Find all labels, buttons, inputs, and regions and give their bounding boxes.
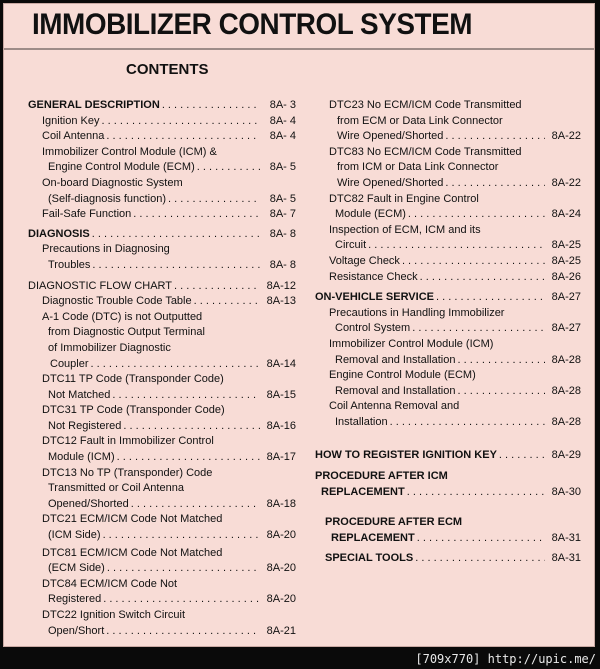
toc-entry (315, 270, 581, 286)
toc-entry (28, 176, 296, 207)
toc-entry (28, 129, 296, 145)
toc-page-number: 8A-17 (266, 451, 296, 464)
toc-entry-text: ON-VEHICLE SERVICE (315, 291, 434, 304)
toc-page-number: 8A-22 (551, 130, 581, 143)
toc-entry-text: Opened/Shorted (48, 497, 129, 510)
toc-entry (28, 227, 296, 243)
toc-entry-text: Inspection of ECM, ICM and its (329, 223, 481, 236)
dot-leader (168, 192, 260, 208)
toc-page-number: 8A-21 (266, 624, 296, 637)
toc-entry-text: Resistance Check (329, 270, 418, 283)
toc-right-column (315, 98, 581, 567)
toc-entry (28, 403, 296, 434)
dot-leader (92, 258, 260, 274)
toc-entry (28, 310, 296, 372)
toc-entry-text: Open/Short (48, 624, 105, 637)
toc-page-number: 8A-27 (551, 291, 581, 304)
toc-entry (315, 448, 581, 464)
toc-entry-text: Module (ECM) (335, 208, 406, 221)
dot-leader (174, 279, 260, 295)
toc-page-number: 8A- 7 (269, 208, 296, 221)
toc-page-number: 8A-31 (551, 531, 581, 544)
toc-entry-text: On-board Diagnostic System (42, 176, 183, 189)
toc-entry (28, 294, 296, 310)
toc-entry-text: SPECIAL TOOLS (325, 552, 414, 565)
toc-entry-text: Ignition Key (42, 114, 100, 127)
toc-page-number: 8A-20 (266, 562, 296, 575)
toc-entry-text: DTC31 TP Code (Transponder Code) (42, 404, 225, 417)
toc-entry-text: Installation (335, 415, 388, 428)
dot-leader (445, 129, 545, 145)
dot-leader (101, 114, 260, 130)
toc-entry (28, 466, 296, 513)
dot-leader (417, 531, 545, 547)
dot-leader (407, 485, 545, 501)
toc-page-number: 8A-30 (551, 485, 581, 498)
toc-entry (28, 372, 296, 403)
dot-leader (457, 384, 545, 400)
toc-page-number: 8A-25 (551, 254, 581, 267)
toc-entry-text: from Diagnostic Output Terminal (48, 326, 205, 339)
toc-entry-text: Coupler (50, 357, 89, 370)
toc-entry (28, 512, 296, 543)
toc-entry-text: DTC81 ECM/ICM Code Not Matched (42, 546, 223, 559)
toc-entry-text: Transmitted or Coil Antenna (48, 482, 184, 495)
toc-entry (315, 290, 581, 306)
toc-entry (315, 98, 581, 145)
toc-entry (28, 98, 296, 114)
toc-entry-text: Engine Control Module (ECM) (329, 369, 476, 382)
page-title: IMMOBILIZER CONTROL SYSTEM (32, 8, 472, 41)
dot-leader (133, 207, 260, 223)
toc-entry-text: DIAGNOSTIC FLOW CHART (28, 279, 173, 292)
toc-entry (315, 337, 581, 368)
toc-entry (28, 145, 296, 176)
toc-entry-text: DTC22 Ignition Switch Circuit (42, 609, 186, 621)
toc-page-number: 8A-20 (266, 529, 296, 542)
toc-entry-text: Not Registered (48, 419, 122, 432)
toc-entry (28, 608, 296, 639)
toc-entry-text: Registered (48, 593, 102, 606)
toc-entry-text: DTC84 ECM/ICM Code Not (42, 577, 178, 590)
toc-entry (28, 577, 296, 608)
toc-entry (28, 279, 296, 295)
toc-entry-text: Precautions in Handling Immobilizer (329, 306, 505, 319)
toc-entry-text: Immobilizer Control Module (ICM) (329, 337, 494, 350)
toc-entry-text: (ECM Side) (48, 562, 105, 575)
dot-leader (197, 160, 260, 176)
toc-entry-text: Circuit (335, 239, 367, 252)
toc-entry (315, 254, 581, 270)
toc-entry-text: DIAGNOSIS (28, 227, 90, 240)
toc-page-number: 8A-31 (551, 552, 581, 565)
toc-entry-text: DTC83 No ECM/ICM Code Transmitted (329, 145, 522, 158)
toc-page-number: 8A-16 (266, 419, 296, 432)
toc-entry-text: (Self-diagnosis function) (48, 192, 167, 205)
toc-page-number: 8A- 8 (269, 258, 296, 271)
toc-entry (315, 368, 581, 399)
toc-entry-text: Diagnostic Trouble Code Table (42, 295, 192, 308)
toc-entry-text: A-1 Code (DTC) is not Outputted (42, 310, 203, 323)
toc-entry (28, 207, 296, 223)
toc-entry-text: Removal and Installation (335, 353, 456, 366)
toc-page-number: 8A-26 (551, 270, 581, 283)
dot-leader (436, 290, 545, 306)
toc-page-number: 8A- 5 (269, 192, 296, 205)
dot-leader (402, 254, 545, 270)
toc-entry (315, 192, 581, 223)
dot-leader (415, 551, 545, 567)
toc-page-number: 8A-27 (551, 322, 581, 335)
toc-entry-text: Wire Opened/Shorted (337, 176, 444, 189)
toc-entry-text: DTC11 TP Code (Transponder Code) (42, 373, 224, 386)
dot-leader (123, 419, 260, 435)
dot-leader (457, 353, 545, 369)
toc-entry (315, 145, 581, 192)
toc-entry (315, 469, 581, 500)
toc-entry (315, 306, 581, 337)
toc-page-number: 8A- 3 (269, 99, 296, 111)
toc-page-number: 8A-15 (266, 388, 296, 401)
toc-entry-text: Control System (335, 322, 411, 335)
dot-leader (194, 294, 260, 310)
toc-entry-text: Wire Opened/Shorted (337, 130, 444, 143)
toc-entry-text: Voltage Check (329, 254, 400, 267)
contents-heading: CONTENTS (126, 61, 209, 78)
toc-page-number: 8A-18 (266, 497, 296, 510)
dot-leader (112, 388, 260, 404)
toc-page-number: 8A-28 (551, 415, 581, 428)
toc-entry-text: DTC13 No TP (Transponder) Code (42, 466, 213, 479)
toc-entry-text: Coil Antenna (42, 130, 105, 143)
dot-leader (106, 624, 260, 640)
toc-page-number: 8A-29 (551, 449, 581, 462)
toc-entry (315, 223, 581, 254)
dot-leader (368, 238, 545, 254)
toc-entry-text: Not Matched (48, 388, 111, 401)
toc-entry (28, 434, 296, 465)
toc-entry-text: Fail-Safe Function (42, 208, 132, 221)
toc-entry-text: Immobilizer Control Module (ICM) & (42, 145, 217, 158)
toc-page-number: 8A-20 (266, 593, 296, 606)
dot-leader (103, 592, 260, 608)
toc-page-number: 8A- 4 (269, 114, 296, 127)
toc-entry-text: from ICM or Data Link Connector (337, 161, 499, 174)
toc-page-number: 8A-28 (551, 353, 581, 366)
document-page (3, 3, 595, 647)
toc-page-number: 8A-14 (266, 357, 296, 370)
title-divider (4, 48, 594, 50)
toc-entry (315, 515, 581, 546)
toc-page-number: 8A-25 (551, 239, 581, 252)
toc-page-number: 8A-28 (551, 384, 581, 397)
toc-entry-text: Troubles (48, 258, 91, 271)
dot-leader (420, 270, 545, 286)
toc-entry-text: DTC82 Fault in Engine Control (329, 192, 479, 205)
toc-page-number: 8A-12 (266, 279, 296, 292)
toc-page-number: 8A-24 (551, 208, 581, 221)
toc-entry-text: (ICM Side) (48, 529, 101, 542)
toc-entry (315, 551, 581, 567)
dot-leader (445, 176, 545, 192)
toc-entry-text: of Immobilizer Diagnostic (48, 341, 171, 354)
toc-entry (28, 546, 296, 577)
toc-entry-text: REPLACEMENT (321, 485, 405, 498)
toc-entry (28, 242, 296, 273)
toc-entry-text: Precautions in Diagnosing (42, 243, 170, 256)
toc-entry-text: Module (ICM) (48, 451, 115, 464)
toc-page-number: 8A- 8 (269, 227, 296, 240)
dot-leader (162, 98, 260, 114)
toc-entry-text: REPLACEMENT (331, 531, 415, 544)
dot-leader (131, 497, 260, 513)
toc-entry-text: Engine Control Module (ECM) (48, 161, 195, 174)
toc-left-column (28, 98, 296, 639)
dot-leader (408, 207, 545, 223)
toc-page-number: 8A- 5 (269, 161, 296, 174)
dot-leader (107, 561, 260, 577)
toc-entry-text: DTC12 Fault in Immobilizer Control (42, 435, 214, 448)
dot-leader (412, 321, 545, 337)
toc-entry-text: DTC23 No ECM/ICM Code Transmitted (329, 99, 522, 111)
dot-leader (390, 415, 545, 431)
toc-entry-text: from ECM or Data Link Connector (337, 114, 503, 127)
toc-entry-text: HOW TO REGISTER IGNITION KEY (315, 449, 497, 462)
toc-page-number: 8A- 4 (269, 130, 296, 143)
dot-leader (106, 129, 260, 145)
toc-entry-text: GENERAL DESCRIPTION (28, 99, 160, 111)
toc-entry-text: DTC21 ECM/ICM Code Not Matched (42, 513, 223, 526)
toc-page-number: 8A-22 (551, 176, 581, 189)
dot-leader (499, 448, 545, 464)
toc-entry-text: Coil Antenna Removal and (329, 400, 460, 413)
toc-entry-text: PROCEDURE AFTER ICM (315, 470, 448, 483)
dot-leader (117, 450, 260, 466)
toc-entry-text: PROCEDURE AFTER ECM (325, 516, 463, 529)
dot-leader (103, 528, 260, 544)
dot-leader (92, 227, 260, 243)
dot-leader (91, 357, 260, 373)
toc-entry (315, 399, 581, 430)
image-watermark: [709x770] http://upic.me/ (415, 652, 596, 666)
toc-entry (28, 114, 296, 130)
toc-page-number: 8A-13 (266, 295, 296, 308)
toc-entry-text: Removal and Installation (335, 384, 456, 397)
